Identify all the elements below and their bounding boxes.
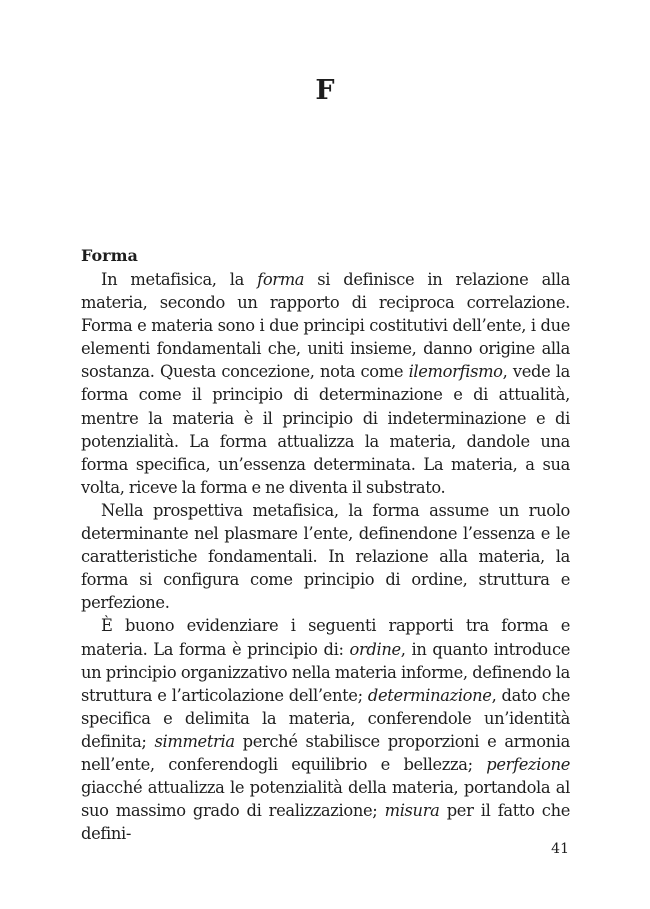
text-run: , dato che specifica e delimita la materia, conferendole un’identità definita; xyxy=(81,685,570,751)
chapter-letter: F xyxy=(315,75,335,106)
text-run: Nella prospettiva metafisica, la forma assume un ruolo determinante nel plasmare l’ente, definendone l’essenza e le caratteristiche fondamentali. In relazione alla materia, la forma si configura come principio di ordine, struttura e perfezione. xyxy=(81,500,570,613)
text-run: giacché attualizza le potenzialità della materia, portandola al suo massimo grado di realizzazione; xyxy=(81,778,570,821)
entry-paragraph-2 xyxy=(81,499,570,614)
text-run: perché stabilisce proporzioni e armonia nell’ente, conferendogli equilibrio e bellezza; xyxy=(81,731,570,774)
italic-term: forma xyxy=(257,270,305,289)
text-run: È buono evidenziare i seguenti rapporti tra forma e materia. La forma è principio di: xyxy=(81,616,570,659)
italic-term: ilemorfismo xyxy=(408,362,503,382)
page-number: 41 xyxy=(551,841,569,857)
italic-term: perfezione xyxy=(486,754,570,774)
dictionary-entry xyxy=(81,244,570,845)
italic-term: misura xyxy=(384,801,440,821)
entry-heading: Forma xyxy=(81,246,138,265)
italic-term: ordine xyxy=(349,639,401,659)
italic-term: simmetria xyxy=(154,731,235,751)
text-run: , vede la forma come il principio di determinazione e di attualità, mentre la materia è il principio di indeterminazione e di potenzialità. La forma attualizza la materia, dandole una forma specifica, un’essenza determinata. La materia, a sua volta, riceve la forma e ne diventa il substrato. xyxy=(81,362,570,497)
entry-paragraph-1 xyxy=(81,268,570,499)
italic-term: determinazione xyxy=(367,685,492,705)
text-run: , in quanto introduce un principio organizzativo nella materia informe, definendo la struttura e l’articolazione dell’ente; xyxy=(81,639,570,705)
entry-paragraph-3 xyxy=(81,614,570,845)
text-run: si definisce in relazione alla materia, secondo un rapporto di reciproca correlazione. Forma e materia sono i due principi costitutivi dell’ente, i due elementi fondamentali che, uniti insieme, danno origine alla sostanza. Questa concezione, nota come xyxy=(81,270,570,382)
text-run: per il fatto che defini- xyxy=(81,801,570,844)
text-run: In metafisica, la xyxy=(101,270,258,289)
